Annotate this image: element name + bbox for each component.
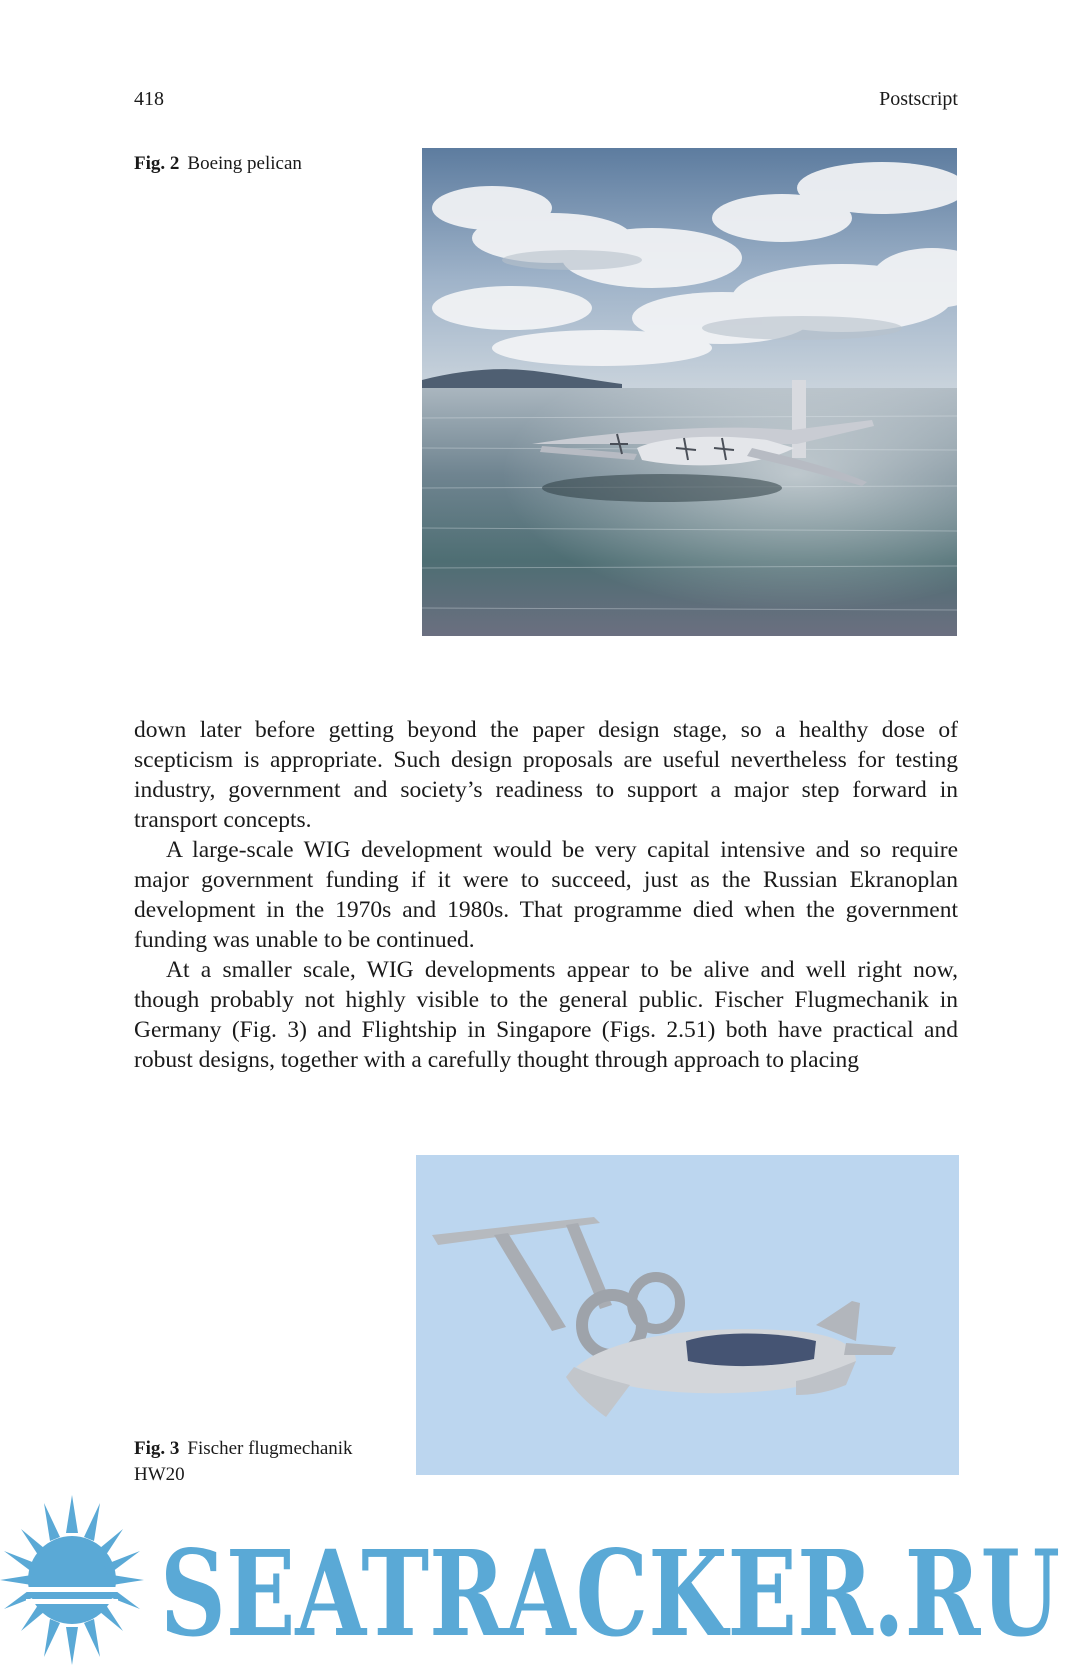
paragraph-1: down later before getting beyond the paper design stage, so a healthy dose of scepticism is appropriate. Such design proposals are useful nevertheless for testing industry, government and society’s readiness to support a major step forward in transport concepts. xyxy=(134,717,958,833)
watermark-text: SEATRACKER.RU xyxy=(160,1524,1060,1663)
figure-2-image xyxy=(422,148,957,636)
body-text xyxy=(134,715,958,1075)
figure-2-label: Fig. 2 xyxy=(134,153,180,174)
watermark xyxy=(0,1495,1080,1665)
figure-2-caption xyxy=(134,151,394,177)
page-number: 418 xyxy=(134,88,164,110)
watermark-logo xyxy=(0,1495,1080,1665)
sun-icon xyxy=(0,1495,144,1665)
paragraph-3: At a smaller scale, WIG developments appear to be alive and well right now, though probably not highly visible to the general public. Fischer Flugmechanik in Germany (Fig. 3) and Flightship in Singapore (Figs. 2.51) both have practical and robust designs, together with a carefully thought through approach to placing xyxy=(134,957,958,1073)
figure-3-caption-text: Fischer flugmechanik HW20 xyxy=(134,1438,353,1485)
figure-3-label: Fig. 3 xyxy=(134,1438,180,1459)
fischer-hw20-render xyxy=(416,1155,959,1475)
figure-2-caption-text: Boeing pelican xyxy=(187,153,302,174)
figure-3-image xyxy=(416,1155,959,1475)
paragraph-2: A large-scale WIG development would be very capital intensive and so require major government funding if it were to succeed, just as the Russian Ekranoplan development in the 1970s and 1980s. That programme died when the government funding was unable to be continued. xyxy=(134,837,958,953)
page-header xyxy=(134,88,958,118)
figure-3-caption xyxy=(134,1436,404,1488)
boeing-pelican-photo xyxy=(422,148,957,636)
running-title: Postscript xyxy=(879,88,958,110)
